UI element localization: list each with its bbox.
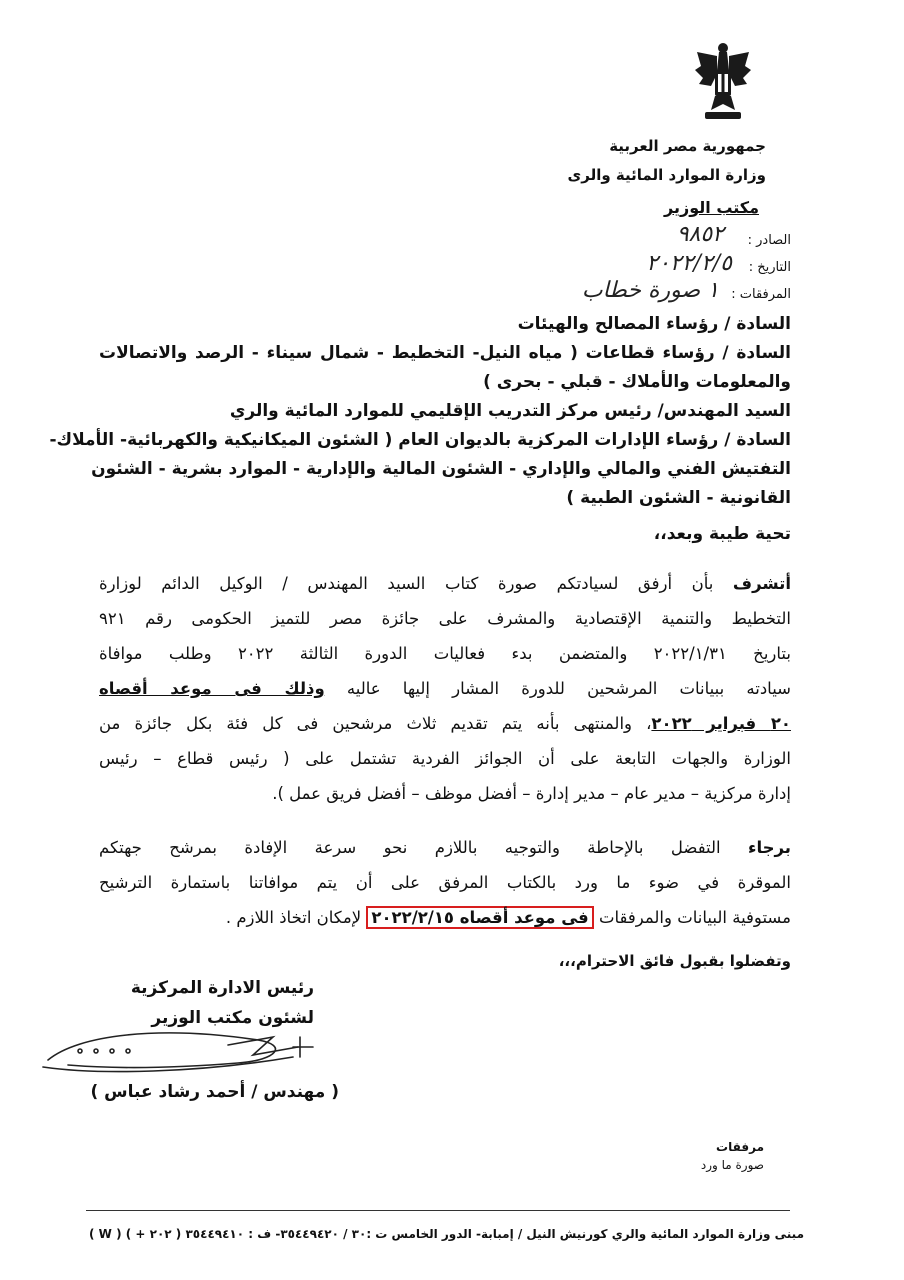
country-name: جمهورية مصر العربية bbox=[609, 137, 766, 155]
paragraph-line bbox=[99, 566, 791, 601]
attachments-label: المرفقات : bbox=[731, 287, 791, 302]
outgoing-number: ٩٨٥٢ bbox=[676, 222, 724, 247]
addressee-line: التفتيش الفني والمالي والإداري - الشئون المالية والإدارية - الموارد بشرية - الشئون bbox=[91, 459, 791, 479]
addressee-line: القانونية - الشئون الطبية ) bbox=[566, 488, 791, 508]
paragraph-text: لإمكان اتخاذ اللازم . bbox=[225, 908, 367, 927]
egypt-eagle-emblem-icon bbox=[693, 40, 753, 130]
signatory-name: ( مهندس / أحمد رشاد عباس ) bbox=[90, 1082, 339, 1102]
deadline-date: ٢٠ فبراير ٢٠٢٢ bbox=[651, 714, 791, 733]
outgoing-label: الصادر : bbox=[747, 233, 791, 248]
ministry-name: وزارة الموارد المائية والرى bbox=[567, 166, 766, 184]
paragraph-line: بتاريخ ٢٠٢٢/١/٣١ والمتضمن بدء فعاليات الدورة الثالثة ٢٠٢٢ وطلب موافاة bbox=[99, 644, 791, 663]
addressee-line: السادة / رؤساء الإدارات المركزية بالديوان العام ( الشئون الميكانيكية والكهربائية- الأملاك- bbox=[49, 430, 791, 450]
paragraph-line: التخطيط والتنمية الإقتصادية والمشرف على جائزة مصر للتميز الحكومى رقم ٩٢١ bbox=[99, 609, 791, 628]
paragraph-text: التفضل بالإحاطة والتوجيه باللازم نحو سرعة الإفادة بمرشح جهتكم bbox=[99, 838, 749, 857]
addressee-line: السادة / رؤساء المصالح والهيئات bbox=[517, 314, 791, 334]
date-value: ٢٠٢٢/٢/٥ bbox=[646, 251, 732, 276]
footer-address: مبنى وزارة الموارد المائية والري كورنيش النيل / إمبابة- الدور الخامس ت :٣٠ / ٣٥٤٤٩٤٢٠- ف : ٣٥٤٤٩٤١٠ ( ٢٠٢ + ) ( W ) bbox=[88, 1227, 804, 1241]
paragraph-text: مستوفية البيانات والمرفقات bbox=[593, 908, 791, 927]
deadline-emphasis: وذلك فى موعد أقصاه bbox=[99, 679, 325, 698]
body-paragraph-1 bbox=[99, 566, 791, 811]
footer-divider bbox=[86, 1210, 790, 1211]
paragraph-text: سيادته ببيانات المرشحين للدورة المشار إليها عاليه bbox=[324, 679, 791, 698]
addressee-line: والمعلومات والأملاك - قبلي - بحرى ) bbox=[483, 372, 791, 392]
paragraph-lead-word: أتشرف bbox=[732, 574, 791, 593]
paragraph-line bbox=[99, 900, 791, 935]
addressee-line: السادة / رؤساء قطاعات ( مياه النيل- التخطيط - شمال سيناء - الرصد والاتصالات bbox=[99, 343, 791, 363]
paragraph-lead-word: برجاء bbox=[748, 838, 791, 857]
paragraph-text: ، والمنتهى بأنه يتم تقديم ثلاث مرشحين فى كل فئة بكل جائزة من bbox=[99, 714, 652, 733]
paragraph-line: إدارة مركزية – مدير عام – مدير إدارة – أفضل موظف – أفضل فريق عمل ). bbox=[272, 784, 791, 803]
closing-phrase: وتفضلوا بقبول فائق الاحترام،،، bbox=[558, 952, 791, 970]
signatory-title: لشئون مكتب الوزير bbox=[151, 1008, 314, 1028]
attachments-value: ١ صورة خطاب bbox=[581, 278, 719, 303]
highlighted-deadline: فى موعد أقصاه ٢٠٢٢/٢/١٥ bbox=[366, 906, 593, 929]
attachments-heading: مرفقات bbox=[716, 1140, 764, 1154]
signatory-title: رئيس الادارة المركزية bbox=[130, 978, 314, 998]
greeting: تحية طيبة وبعد،، bbox=[653, 524, 791, 544]
attachments-footer-value: صورة ما ورد bbox=[700, 1158, 764, 1172]
paragraph-line: الموقرة في ضوء ما ورد بالكتاب المرفق على أن يتم موافاتنا باستمارة الترشيح bbox=[99, 873, 791, 892]
paragraph-text: بأن أرفق لسيادتكم صورة كتاب السيد المهندس / الوكيل الدائم لوزارة bbox=[99, 574, 733, 593]
paragraph-line bbox=[99, 706, 791, 741]
paragraph-line bbox=[99, 671, 791, 706]
date-label: التاريخ : bbox=[748, 260, 791, 275]
body-paragraph-2 bbox=[99, 830, 791, 935]
addressee-line: السيد المهندس/ رئيس مركز التدريب الإقليمي للموارد المائية والري bbox=[229, 401, 791, 421]
paragraph-line bbox=[99, 830, 791, 865]
office-name: مكتب الوزير bbox=[664, 198, 759, 217]
paragraph-line: الوزارة والجهات التابعة على أن الجوائز الفردية تشتمل على ( رئيس قطاع – رئيس bbox=[99, 749, 791, 768]
